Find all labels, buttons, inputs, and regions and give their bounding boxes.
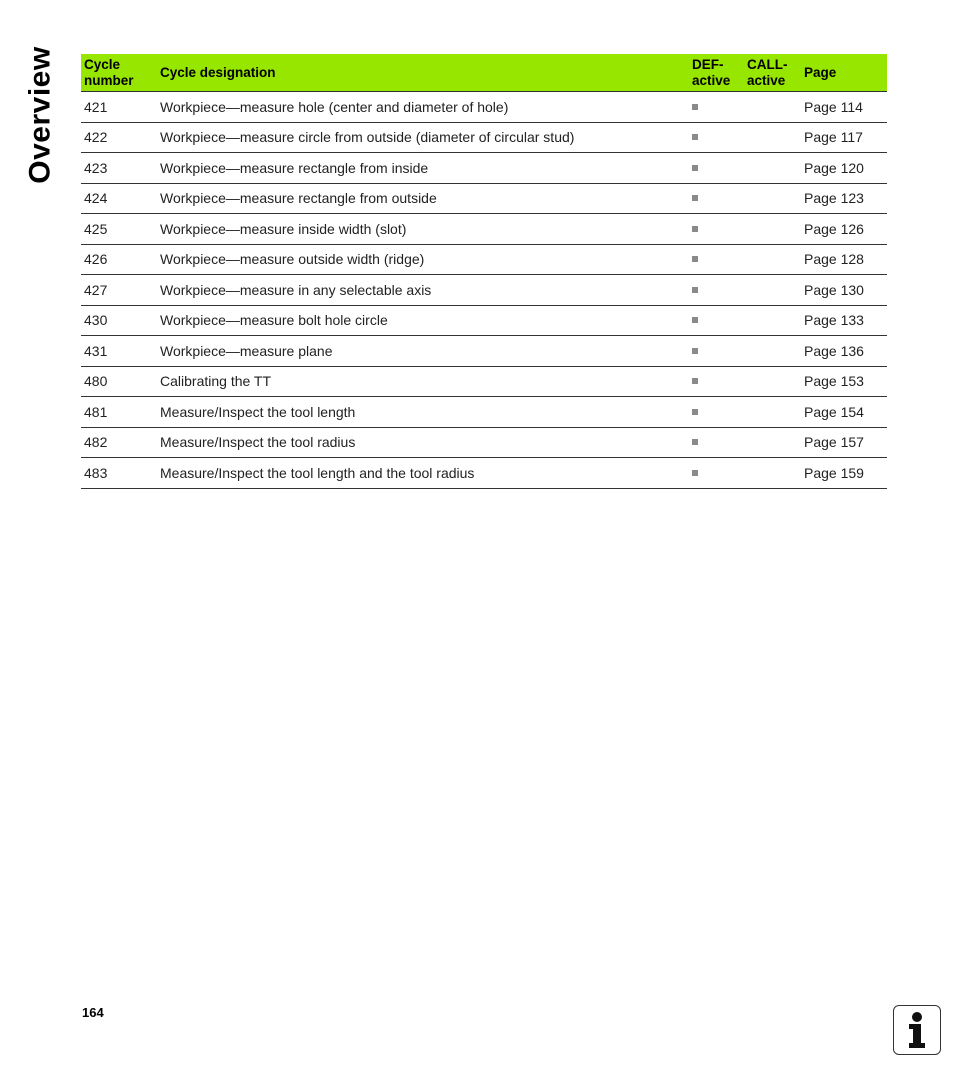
page-reference-cell: Page 159	[801, 458, 887, 489]
def-active-cell	[689, 122, 744, 153]
table-row	[81, 122, 887, 153]
call-active-cell	[744, 92, 801, 123]
table-row	[81, 336, 887, 367]
table-row	[81, 275, 887, 306]
cycle-number-cell: 482	[81, 427, 157, 458]
cycle-overview-table	[81, 54, 887, 489]
call-active-cell	[744, 214, 801, 245]
square-bullet-icon	[692, 256, 698, 262]
square-bullet-icon	[692, 195, 698, 201]
def-active-cell	[689, 275, 744, 306]
def-active-cell	[689, 92, 744, 123]
cycle-number-cell: 483	[81, 458, 157, 489]
cycle-designation-cell: Workpiece—measure plane	[157, 336, 689, 367]
page-reference-cell: Page 130	[801, 275, 887, 306]
page-reference-cell: Page 157	[801, 427, 887, 458]
def-active-cell	[689, 336, 744, 367]
def-active-cell	[689, 366, 744, 397]
header-cycle-word: Cycle	[84, 56, 121, 72]
page-reference-cell: Page 123	[801, 183, 887, 214]
table-row	[81, 153, 887, 184]
table-header-row	[81, 54, 887, 92]
page-reference-cell: Page 133	[801, 305, 887, 336]
cycle-designation-cell: Workpiece—measure rectangle from inside	[157, 153, 689, 184]
def-active-cell	[689, 427, 744, 458]
table-row	[81, 244, 887, 275]
cycle-number-cell: 422	[81, 122, 157, 153]
cycle-number-cell: 431	[81, 336, 157, 367]
page-number: 164	[82, 1005, 104, 1020]
table-row	[81, 427, 887, 458]
call-active-cell	[744, 153, 801, 184]
cycle-number-cell: 423	[81, 153, 157, 184]
cycle-number-cell: 424	[81, 183, 157, 214]
cycle-designation-cell: Workpiece—measure hole (center and diameter of hole)	[157, 92, 689, 123]
def-active-cell	[689, 458, 744, 489]
def-active-cell	[689, 244, 744, 275]
section-title-text: Overview	[24, 46, 58, 184]
cycle-designation-cell: Workpiece—measure inside width (slot)	[157, 214, 689, 245]
page-reference-cell: Page 114	[801, 92, 887, 123]
section-title-vertical	[19, 46, 63, 184]
def-active-cell	[689, 183, 744, 214]
square-bullet-icon	[692, 226, 698, 232]
call-active-cell	[744, 122, 801, 153]
cycle-designation-cell: Workpiece—measure outside width (ridge)	[157, 244, 689, 275]
header-cycle-designation: Cycle designation	[157, 54, 689, 92]
table-row	[81, 305, 887, 336]
call-active-cell	[744, 397, 801, 428]
square-bullet-icon	[692, 287, 698, 293]
info-icon-glyph	[894, 1006, 940, 1053]
square-bullet-icon	[692, 348, 698, 354]
def-active-cell	[689, 397, 744, 428]
square-bullet-icon	[692, 165, 698, 171]
def-active-cell	[689, 214, 744, 245]
cycle-number-cell: 425	[81, 214, 157, 245]
call-active-cell	[744, 427, 801, 458]
call-active-cell	[744, 305, 801, 336]
def-active-cell	[689, 153, 744, 184]
header-page: Page	[801, 54, 887, 92]
cycle-designation-cell: Measure/Inspect the tool length and the tool radius	[157, 458, 689, 489]
square-bullet-icon	[692, 134, 698, 140]
cycle-designation-cell: Calibrating the TT	[157, 366, 689, 397]
square-bullet-icon	[692, 104, 698, 110]
table-row	[81, 183, 887, 214]
table-body	[81, 92, 887, 489]
cycle-designation-cell: Workpiece—measure rectangle from outside	[157, 183, 689, 214]
call-active-cell	[744, 458, 801, 489]
table-row	[81, 458, 887, 489]
call-active-cell	[744, 244, 801, 275]
table-row	[81, 397, 887, 428]
header-def-active: DEF- active	[689, 54, 744, 92]
call-active-cell	[744, 336, 801, 367]
cycle-number-cell: 480	[81, 366, 157, 397]
call-active-cell	[744, 275, 801, 306]
table-row	[81, 92, 887, 123]
square-bullet-icon	[692, 439, 698, 445]
call-active-cell	[744, 366, 801, 397]
cycle-designation-cell: Measure/Inspect the tool radius	[157, 427, 689, 458]
header-number-word: number	[84, 72, 134, 88]
page-reference-cell: Page 120	[801, 153, 887, 184]
cycle-designation-cell: Workpiece—measure bolt hole circle	[157, 305, 689, 336]
page-reference-cell: Page 153	[801, 366, 887, 397]
info-icon	[893, 1005, 941, 1055]
table-row	[81, 366, 887, 397]
cycle-number-cell: 426	[81, 244, 157, 275]
cycle-number-cell: 481	[81, 397, 157, 428]
def-active-cell	[689, 305, 744, 336]
cycle-designation-cell: Workpiece—measure circle from outside (diameter of circular stud)	[157, 122, 689, 153]
call-active-cell	[744, 183, 801, 214]
cycle-number-cell: 421	[81, 92, 157, 123]
table-row	[81, 214, 887, 245]
square-bullet-icon	[692, 470, 698, 476]
square-bullet-icon	[692, 378, 698, 384]
header-cycle-number	[81, 54, 157, 92]
cycle-number-cell: 430	[81, 305, 157, 336]
cycle-number-cell: 427	[81, 275, 157, 306]
page-reference-cell: Page 154	[801, 397, 887, 428]
cycle-designation-cell: Workpiece—measure in any selectable axis	[157, 275, 689, 306]
page-reference-cell: Page 117	[801, 122, 887, 153]
square-bullet-icon	[692, 317, 698, 323]
page-reference-cell: Page 128	[801, 244, 887, 275]
page-reference-cell: Page 126	[801, 214, 887, 245]
header-call-active: CALL- active	[744, 54, 801, 92]
cycle-designation-cell: Measure/Inspect the tool length	[157, 397, 689, 428]
square-bullet-icon	[692, 409, 698, 415]
page-reference-cell: Page 136	[801, 336, 887, 367]
